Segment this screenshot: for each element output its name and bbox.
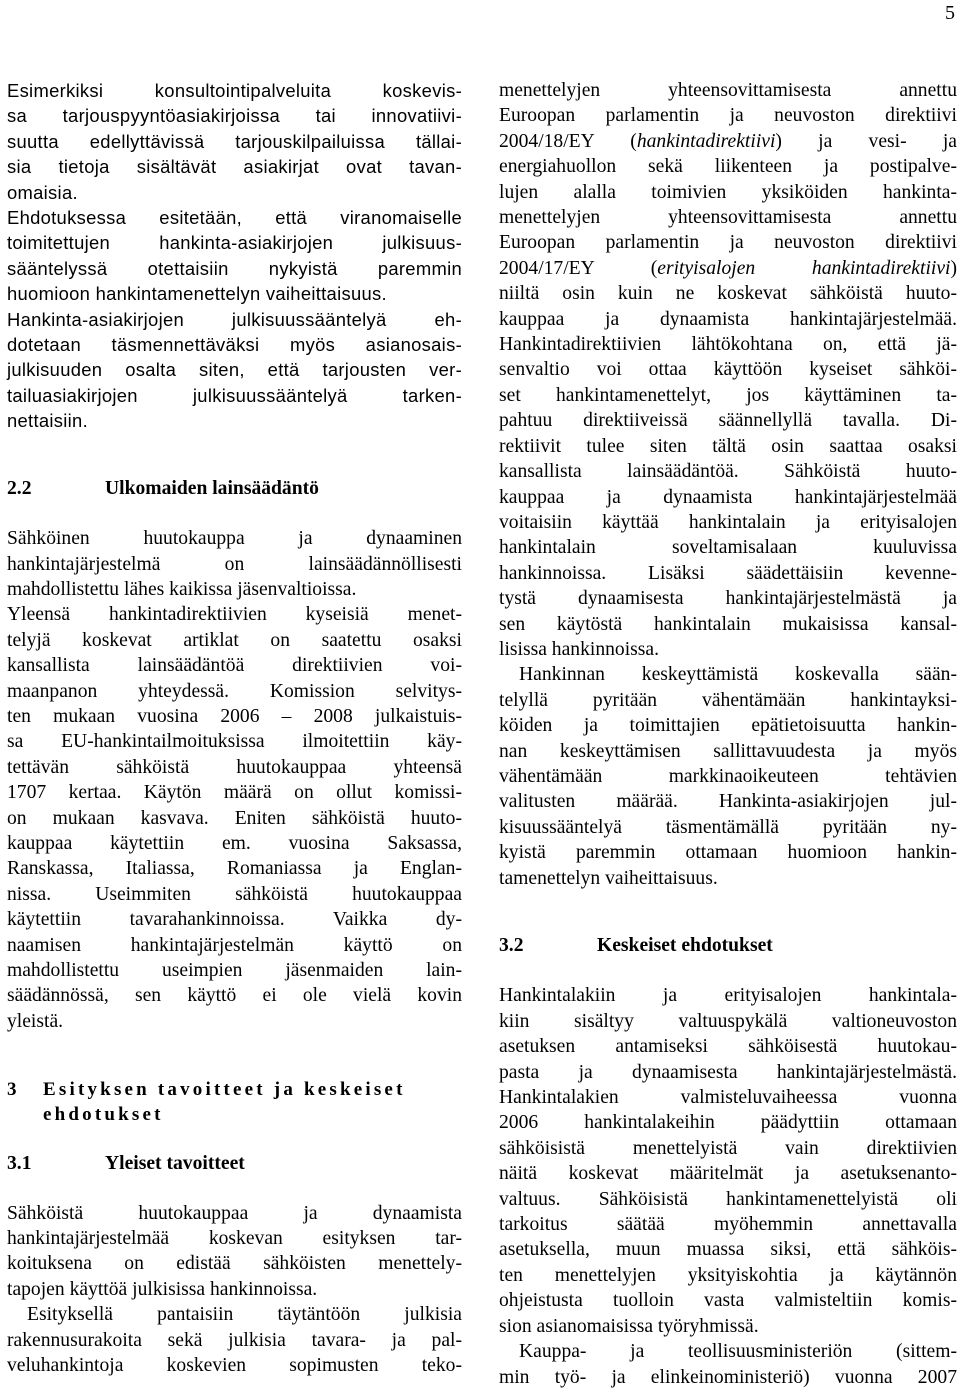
section-number: 3 bbox=[7, 1079, 17, 1101]
text-line: telyjä koskevat artiklat on saatettu osaksi bbox=[7, 629, 462, 651]
section-title-continued: ehdotukset bbox=[43, 1104, 164, 1126]
text-line: näitä koskevat määritelmät ja asetuksenanto- bbox=[499, 1163, 957, 1185]
text-line: ten mukaan vuosina 2006 – 2008 julkaistuis- bbox=[7, 705, 462, 727]
text-line: 2006 hankintalakeihin päädyttiin ottamaan bbox=[499, 1112, 957, 1134]
text-line: asetuksella, muun muassa siksi, että sähköis- bbox=[499, 1239, 957, 1261]
text-line: käytettiin tavarahankinnoissa. Vaikka dy- bbox=[7, 909, 462, 931]
text-line: energiahuollon sekä liikenteen ja postipalve- bbox=[499, 156, 957, 178]
text-line: kauppaa käytettiin em. vuosina Saksassa, bbox=[7, 832, 462, 854]
text-line: kiin sisältyy valtuuspykälä valtioneuvoston bbox=[499, 1010, 957, 1032]
spacer bbox=[499, 958, 957, 983]
text-fragment: 2004/18/EY ( bbox=[499, 130, 637, 152]
text-line: tailuasiakirjojen julkisuussääntelyä tarken- bbox=[7, 384, 462, 406]
text-line: niiltä osin kuin ne koskevat sähköistä huuto- bbox=[499, 283, 957, 305]
text-line: ten menettelyjen yksityiskohtia ja käytännön bbox=[499, 1264, 957, 1286]
paragraph-intro bbox=[7, 78, 462, 434]
text-line: kyistä paremmin ottamaan huomioon hankin- bbox=[499, 842, 957, 864]
text-line: kansallista lainsäädäntöä direktiivien voi- bbox=[7, 655, 462, 677]
text-line: senvaltio voi ottaa käyttöön kyseiset sähköi- bbox=[499, 359, 957, 381]
text-line: ohjeistusta tuolloin vasta valmisteltiin komis- bbox=[499, 1290, 957, 1312]
section-heading bbox=[7, 1151, 462, 1176]
text-line: nissa. Useimmiten sähköistä huutokauppaa bbox=[7, 883, 462, 905]
text-line: kauppaa ja dynaamista hankintajärjestelmää. bbox=[499, 308, 957, 330]
section-title: Keskeiset ehdotukset bbox=[597, 935, 773, 956]
paragraph-suspension bbox=[499, 662, 957, 891]
text-line: pasta ja dynaamisesta hankintajärjestelmästä. bbox=[499, 1061, 957, 1083]
text-line: pahtuu direktiiveissä säännellyllä tavalla. Di- bbox=[499, 410, 957, 432]
paragraph-general-goals bbox=[7, 1201, 462, 1379]
text-line: veluhankintoja koskevien sopimusten teko- bbox=[7, 1355, 462, 1377]
text-line: Esityksellä pantaisiin täytäntöön julkisia bbox=[27, 1304, 462, 1326]
text-line: Euroopan parlamentin ja neuvoston direktiivi bbox=[499, 105, 957, 127]
text-line: lujen alalla toimivien yksiköiden hankinta- bbox=[499, 181, 957, 203]
italic-term: hankintadirektiivi bbox=[636, 130, 776, 152]
text-line: köiden ja toimittajien epätietoisuutta hankin- bbox=[499, 715, 957, 737]
text-line bbox=[499, 256, 957, 281]
text-line: Hankintalakiin ja erityisalojen hankintala- bbox=[499, 985, 957, 1007]
text-line: huomioon hankintamenettelyn vaiheittaisuus. bbox=[7, 283, 387, 305]
text-line: voitaisiin käyttää hankintalain ja erityisalojen bbox=[499, 511, 957, 533]
text-line: telyllä pyritään vähentämään hankintayksi- bbox=[499, 689, 957, 711]
text-line: tamenettelyn vaiheittaisuus. bbox=[499, 867, 718, 889]
text-line: Yleensä hankintadirektiivien kyseisiä menet- bbox=[7, 604, 462, 626]
spacer bbox=[7, 1034, 462, 1077]
text-line: Ranskassa, Italiassa, Romaniassa ja Englan- bbox=[7, 858, 462, 880]
text-line: kisuussääntelyä täsmentämällä pyritään ny- bbox=[499, 816, 957, 838]
text-line: tettävän sähköistä huutokauppaa yhteensä bbox=[7, 756, 462, 778]
paragraph-key-proposals bbox=[499, 983, 957, 1390]
text-line: sääntelyssä otettaisiin nykyistä paremmin bbox=[7, 257, 462, 279]
text-line: kansallista lainsäädäntöä. Sähköistä huuto- bbox=[499, 461, 957, 483]
text-line: nan keskeyttämisen sallittavuudesta ja myös bbox=[499, 740, 957, 762]
text-line: sa EU-hankintailmoituksissa ilmoitettiin käy- bbox=[7, 731, 462, 753]
text-line: sen käytöstä hankintalain mukaisissa kansal- bbox=[499, 613, 957, 635]
text-line: Hankintalakien valmisteluvaiheessa vuonna bbox=[499, 1087, 957, 1109]
text-line: sion asianomaisissa työryhmissä. bbox=[499, 1315, 759, 1337]
text-line: vähentämään markkinaoikeuteen tehtävien bbox=[499, 765, 957, 787]
text-line: sia tietoja sisältävät asiakirjat ovat tavan- bbox=[7, 156, 462, 178]
spacer bbox=[7, 1127, 462, 1151]
spacer bbox=[7, 501, 462, 526]
section-number: 3.1 bbox=[7, 1153, 32, 1175]
text-line: sa tarjouspyyntöasiakirjoissa tai innovatiivi- bbox=[7, 105, 462, 127]
text-fragment: 2004/17/EY ( bbox=[499, 257, 658, 279]
text-line bbox=[499, 129, 957, 154]
text-line: Hankintadirektiivien lähtökohtana on, että jä- bbox=[499, 334, 957, 356]
text-line: Kauppa- ja teollisuusministeriön (sittem- bbox=[519, 1341, 957, 1363]
text-line: mahdollistettu useimpien jäsenmaiden lain- bbox=[7, 960, 462, 981]
section-heading bbox=[7, 476, 462, 501]
spacer bbox=[7, 434, 462, 476]
spacer bbox=[7, 1177, 462, 1201]
section-title: Yleiset tavoitteet bbox=[105, 1153, 245, 1175]
section-number: 2.2 bbox=[7, 477, 32, 499]
text-line: julkisuuden osalta siten, että tarjousten ver- bbox=[7, 359, 462, 381]
text-line: lisissa hankinnoissa. bbox=[499, 638, 660, 660]
paragraph-foreign-legislation bbox=[7, 526, 462, 1034]
section-title: Ulkomaiden lainsäädäntö bbox=[105, 477, 319, 499]
paragraph-directives bbox=[499, 78, 957, 662]
text-line: sähköisistä menettelyistä vain direktiivien bbox=[499, 1137, 957, 1159]
spacer bbox=[499, 891, 957, 933]
text-line: set hankintamenettelyt, jos käyttäminen ta- bbox=[499, 384, 957, 406]
text-fragment: ) bbox=[950, 257, 957, 279]
text-line: tarkoitus säätää myöhemmin annettavalla bbox=[499, 1214, 957, 1236]
text-fragment: ) ja vesi- ja bbox=[775, 130, 958, 152]
text-line: tapojen käyttöä julkisissa hankinnoissa. bbox=[7, 1278, 318, 1300]
text-line: hankintajärjestelmä on lainsäädännöllisesti bbox=[7, 553, 462, 575]
text-line: Euroopan parlamentin ja neuvoston direktiivi bbox=[499, 232, 957, 254]
text-line: rakennusurakoita sekä julkisia tavara- ja pal- bbox=[7, 1329, 462, 1351]
text-line: hankintalain soveltamisalaan kuuluvissa bbox=[499, 537, 957, 559]
right-column bbox=[499, 78, 957, 1390]
text-line: omaisia. bbox=[7, 181, 78, 203]
text-line: hankinnoissa. Lisäksi säädettäisiin kevenne- bbox=[499, 562, 957, 584]
text-line: toimitettujen hankinta-asiakirjojen julkisuus- bbox=[7, 232, 462, 254]
page-number: 5 bbox=[945, 2, 955, 24]
section-heading-main bbox=[7, 1077, 462, 1127]
text-line: hankintajärjestelmää koskevan esityksen tar- bbox=[7, 1228, 462, 1250]
section-title: Esityksen tavoitteet ja keskeiset bbox=[43, 1079, 406, 1101]
text-line: rektiivit tulee siten tältä osin saattaa osaksi bbox=[499, 435, 957, 457]
text-line: nettaisiin. bbox=[7, 410, 88, 432]
text-line: asetuksen antamiseksi sähköisestä huutokau- bbox=[499, 1036, 957, 1058]
text-line: suutta edellyttävissä tarjouskilpailuissa tällai- bbox=[7, 130, 462, 152]
text-line: koituksena on edistää sähköisten menettely- bbox=[7, 1253, 462, 1275]
text-line: 1707 kertaa. Käytön määrä on ollut komissi- bbox=[7, 782, 462, 804]
text-line: Esimerkiksi konsultointipalveluita koskevis- bbox=[7, 80, 462, 101]
text-line: Sähköistä huutokauppaa ja dynaamista bbox=[7, 1202, 462, 1224]
text-line: valtuus. Sähköisistä hankintamenettelyistä oli bbox=[499, 1188, 957, 1210]
text-line: Sähköinen huutokauppa ja dynaaminen bbox=[7, 528, 462, 550]
text-line: min työ- ja elinkeinoministeriö) vuonna 2007 bbox=[499, 1366, 957, 1388]
text-line: menettelyjen yhteensovittamisesta annettu bbox=[499, 207, 957, 229]
text-line: valitusten määrää. Hankinta-asiakirjojen jul- bbox=[499, 791, 957, 813]
text-line: yleistä. bbox=[7, 1010, 64, 1032]
text-line: Ehdotuksessa esitetään, että viranomaiselle bbox=[7, 207, 462, 229]
text-line: Hankinta-asiakirjojen julkisuussääntelyä eh- bbox=[7, 308, 462, 330]
section-number: 3.2 bbox=[499, 935, 524, 956]
text-line: tystä dynaamisesta hankintajärjestelmästä ja bbox=[499, 588, 957, 610]
text-line: Hankinnan keskeyttämistä koskevalla sään- bbox=[519, 664, 957, 686]
text-line: on mukaan kasvava. Eniten sähköistä huuto- bbox=[7, 807, 462, 829]
text-line: menettelyjen yhteensovittamisesta annettu bbox=[499, 80, 957, 101]
text-line: säädännössä, sen käyttö ei ole vielä kovin bbox=[7, 985, 462, 1007]
text-line: mahdollistettu lähes kaikissa jäsenvaltioissa. bbox=[7, 578, 357, 600]
text-line: maanpanon yhteydessä. Komission selvitys- bbox=[7, 680, 462, 702]
text-line: dotetaan täsmennettäväksi myös asianosais- bbox=[7, 334, 462, 356]
text-line: naamisen hankintajärjestelmän käyttö on bbox=[7, 934, 462, 956]
section-heading bbox=[499, 933, 957, 958]
text-line: kauppaa ja dynaamista hankintajärjestelmää bbox=[499, 486, 957, 508]
left-column bbox=[7, 78, 462, 1378]
italic-term: erityisalojen hankintadirektiivi bbox=[657, 257, 951, 279]
